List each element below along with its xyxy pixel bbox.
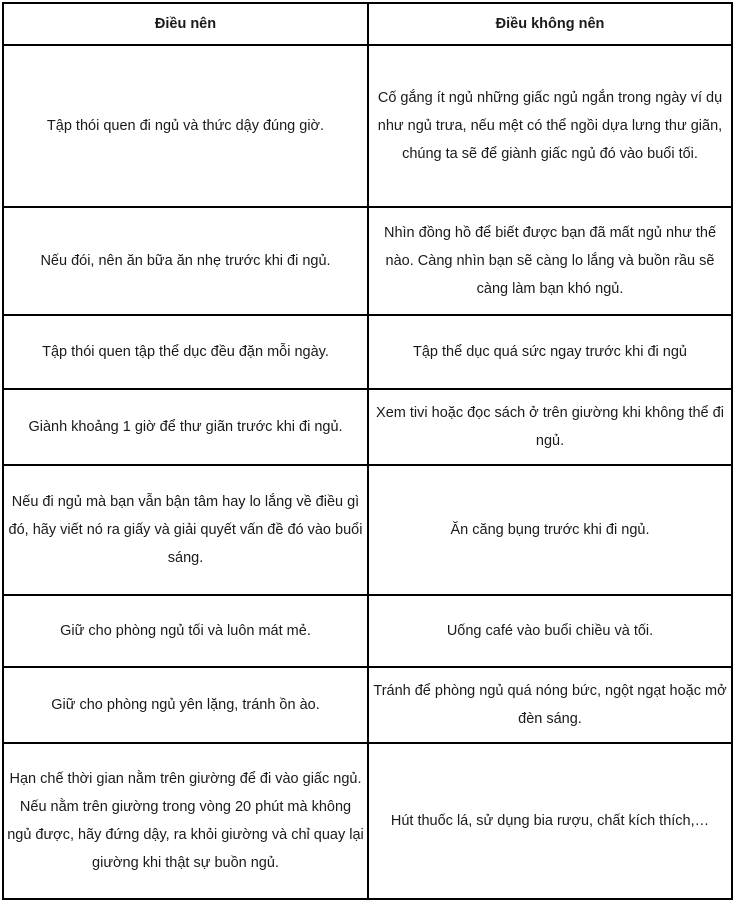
table-row [3, 389, 732, 465]
header-dos: Điều nên [3, 3, 368, 45]
table-cell-do: Giữ cho phòng ngủ tối và luôn mát mẻ. [3, 595, 368, 667]
table-cell-dont: Tập thể dục quá sức ngay trước khi đi ngủ [368, 315, 732, 389]
table-cell-do: Tập thói quen đi ngủ và thức dậy đúng giờ. [3, 45, 368, 207]
table-row [3, 207, 732, 315]
table-row [3, 315, 732, 389]
table-cell-dont: Xem tivi hoặc đọc sách ở trên giường khi không thể đi ngủ. [368, 389, 732, 465]
table-row [3, 595, 732, 667]
table-cell-dont: Cố gắng ít ngủ những giấc ngủ ngắn trong ngày ví dụ như ngủ trưa, nếu mệt có thể ngồi dựa lưng thư giãn, chúng ta sẽ để giành giấc ngủ đó vào buổi tối. [368, 45, 732, 207]
table-row [3, 743, 732, 899]
table-row [3, 465, 732, 595]
table-header-row [3, 3, 732, 45]
table-cell-do: Tập thói quen tập thể dục đều đặn mỗi ngày. [3, 315, 368, 389]
table-row [3, 45, 732, 207]
table-cell-do: Giữ cho phòng ngủ yên lặng, tránh ồn ào. [3, 667, 368, 743]
table-cell-do: Hạn chế thời gian nằm trên giường để đi vào giấc ngủ. Nếu nằm trên giường trong vòng 20 phút mà không ngủ được, hãy đứng dậy, ra khỏi giường và chỉ quay lại giường khi thật sự buồn ngủ. [3, 743, 368, 899]
dos-and-donts-table [2, 2, 733, 900]
table-row [3, 667, 732, 743]
table-cell-do: Nếu đói, nên ăn bữa ăn nhẹ trước khi đi ngủ. [3, 207, 368, 315]
table-cell-dont: Uống café vào buổi chiều và tối. [368, 595, 732, 667]
table-cell-do: Nếu đi ngủ mà bạn vẫn bận tâm hay lo lắng về điều gì đó, hãy viết nó ra giấy và giải quyết vấn đề đó vào buổi sáng. [3, 465, 368, 595]
table-cell-dont: Ăn căng bụng trước khi đi ngủ. [368, 465, 732, 595]
header-donts: Điều không nên [368, 3, 732, 45]
table-cell-dont: Hút thuốc lá, sử dụng bia rượu, chất kích thích,… [368, 743, 732, 899]
table-cell-do: Giành khoảng 1 giờ để thư giãn trước khi đi ngủ. [3, 389, 368, 465]
table-cell-dont: Nhìn đồng hồ để biết được bạn đã mất ngủ như thế nào. Càng nhìn bạn sẽ càng lo lắng và buồn rầu sẽ càng làm bạn khó ngủ. [368, 207, 732, 315]
table-cell-dont: Tránh để phòng ngủ quá nóng bức, ngột ngạt hoặc mở đèn sáng. [368, 667, 732, 743]
